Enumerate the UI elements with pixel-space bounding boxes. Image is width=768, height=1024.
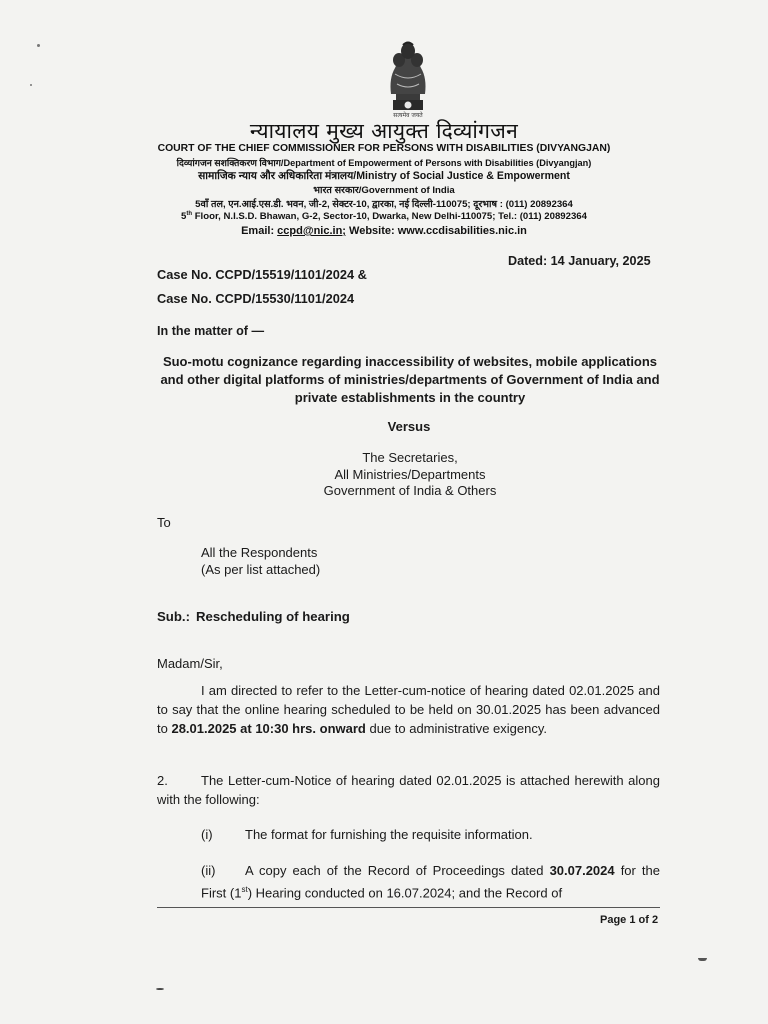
scan-speck	[698, 958, 707, 961]
to-label: To	[157, 515, 171, 530]
paragraph-2: 2. The Letter-cum-Notice of hearing dated 02.01.2025 is attached herewith along with the following:	[157, 773, 660, 807]
emblem-motto: सत्यमेव जयते	[393, 112, 423, 119]
government-line: भारत सरकार/Government of India	[313, 185, 455, 196]
list-item: (ii) A copy each of the Record of Proceedings dated 30.07.2024 for the First (1st) Hearing conducted on 16.07.2024; and the Record of	[201, 863, 660, 901]
address-english: 5th Floor, N.I.S.D. Bhawan, G-2, Sector-10, Dwarka, New Delhi-110075; Tel.: (011) 20892364	[181, 211, 587, 223]
department-line: दिव्यांगजन सशक्तिकरण विभाग/Department of Empowerment of Persons with Disabilities (Divyangjan)	[176, 158, 592, 168]
scan-speck	[37, 44, 40, 47]
footer-divider	[157, 907, 660, 908]
page-number: Page 1 of 2	[600, 914, 659, 926]
website-text: Website: www.ccdisabilities.nic.in	[345, 225, 527, 237]
paragraph-1: I am directed to refer to the Letter-cum-notice of hearing dated 02.01.2025 and to say that the online hearing scheduled to be held on 30.01.2025 has been advanced to 28.01.2025 at 10:30 hrs. onward due to administrative exigency.	[157, 683, 660, 736]
court-title-hindi: न्यायालय मुख्य आयुक्त दिव्यांगजन	[249, 119, 519, 143]
case-number-2: Case No. CCPD/15530/1101/2024	[157, 291, 355, 306]
court-name: COURT OF THE CHIEF COMMISSIONER FOR PERSONS WITH DISABILITIES (DIVYANGJAN)	[157, 143, 611, 154]
respondent-line: All Ministries/Departments	[334, 466, 486, 482]
addressee-line: All the Respondents	[201, 545, 318, 560]
respondent-line: The Secretaries,	[362, 450, 458, 465]
matter-subject: Suo-motu cognizance regarding inaccessibility of websites, mobile applications and other digital platforms of ministries/departments of Government of India and private establishments in the country	[160, 354, 660, 405]
scan-speck	[30, 84, 32, 86]
contact-line: Email: ccpd@nic.in; Website: www.ccdisabilities.nic.in	[241, 225, 527, 237]
state-emblem-icon	[381, 38, 435, 118]
respondent-line: Government of India & Others	[323, 483, 497, 498]
scan-speck	[156, 988, 164, 990]
ministry-line: सामाजिक न्याय और अधिकारिता मंत्रालय/Ministry of Social Justice & Empowerment	[198, 170, 570, 182]
respondent-block	[270, 450, 550, 500]
addressee-line: (As per list attached)	[201, 561, 321, 577]
case-number-1: Case No. CCPD/15519/1101/2024 &	[157, 267, 367, 282]
versus-label: Versus	[387, 419, 431, 434]
date-line: Dated: 14 January, 2025	[508, 254, 651, 268]
salutation: Madam/Sir,	[157, 656, 223, 671]
matter-heading: In the matter of —	[157, 324, 265, 338]
address-hindi: 5वाँ तल, एन.आई.एस.डी. भवन, जी-2, सेक्टर-10, द्वारका, नई दिल्ली-110075; दूरभाष : (011) 20892364	[195, 199, 573, 210]
email-link[interactable]: ccpd@nic.in;	[277, 225, 346, 237]
list-item: (i) The format for furnishing the requisite information.	[201, 827, 533, 842]
subject-line: Sub.: Rescheduling of hearing	[157, 609, 350, 624]
addressee-block	[201, 545, 320, 578]
